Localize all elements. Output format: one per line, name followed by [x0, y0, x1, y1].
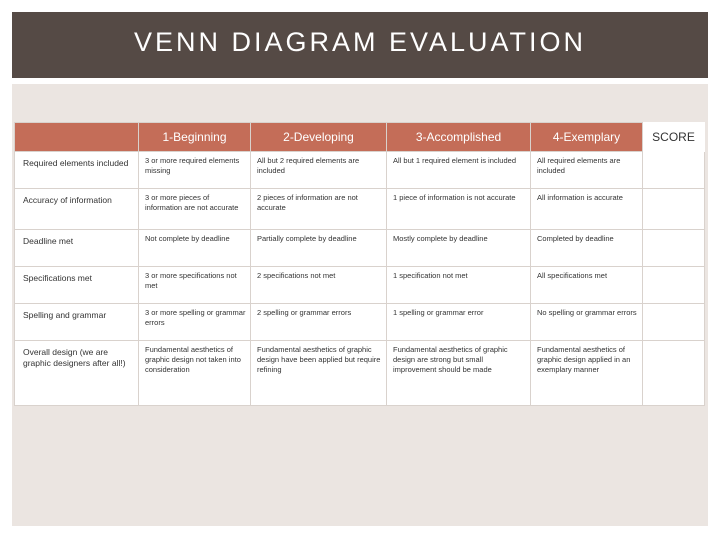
header-beginning: 1-Beginning [139, 123, 251, 152]
table-row [15, 341, 705, 406]
header-exemplary: 4-Exemplary [531, 123, 643, 152]
table-row [15, 152, 705, 189]
level-cell: Fundamental aesthetics of graphic design have been applied but require refining [251, 341, 387, 406]
score-cell[interactable] [643, 267, 705, 304]
score-cell[interactable] [643, 304, 705, 341]
criterion-cell: Deadline met [15, 230, 139, 267]
level-cell: All required elements are included [531, 152, 643, 189]
level-cell: 1 piece of information is not accurate [387, 189, 531, 230]
table-row [15, 267, 705, 304]
level-cell: No spelling or grammar errors [531, 304, 643, 341]
score-cell[interactable] [643, 341, 705, 406]
level-cell: All but 1 required element is included [387, 152, 531, 189]
level-cell: Fundamental aesthetics of graphic design are strong but small improvement should be made [387, 341, 531, 406]
criterion-cell: Specifications met [15, 267, 139, 304]
level-cell: 3 or more required elements missing [139, 152, 251, 189]
level-cell: Partially complete by deadline [251, 230, 387, 267]
criterion-cell: Accuracy of information [15, 189, 139, 230]
level-cell: Not complete by deadline [139, 230, 251, 267]
level-cell: All information is accurate [531, 189, 643, 230]
title-bar [12, 12, 708, 78]
criterion-cell: Spelling and grammar [15, 304, 139, 341]
level-cell: Mostly complete by deadline [387, 230, 531, 267]
header-criteria [15, 123, 139, 152]
header-score: SCORE [643, 123, 705, 152]
level-cell: 3 or more specifications not met [139, 267, 251, 304]
criterion-cell: Required elements included [15, 152, 139, 189]
table-row [15, 230, 705, 267]
table-row [15, 304, 705, 341]
level-cell: 2 spelling or grammar errors [251, 304, 387, 341]
table-row [15, 189, 705, 230]
level-cell: 1 specification not met [387, 267, 531, 304]
score-cell[interactable] [643, 152, 705, 189]
level-cell: 3 or more spelling or grammar errors [139, 304, 251, 341]
header-row [15, 123, 705, 152]
rubric-table [14, 122, 705, 406]
level-cell: All but 2 required elements are included [251, 152, 387, 189]
criterion-cell: Overall design (we are graphic designers after all!) [15, 341, 139, 406]
header-accomplished: 3-Accomplished [387, 123, 531, 152]
header-developing: 2-Developing [251, 123, 387, 152]
level-cell: All specifications met [531, 267, 643, 304]
level-cell: Fundamental aesthetics of graphic design not taken into consideration [139, 341, 251, 406]
level-cell: 2 pieces of information are not accurate [251, 189, 387, 230]
level-cell: 2 specifications not met [251, 267, 387, 304]
level-cell: 3 or more pieces of information are not accurate [139, 189, 251, 230]
level-cell: 1 spelling or grammar error [387, 304, 531, 341]
level-cell: Fundamental aesthetics of graphic design applied in an exemplary manner [531, 341, 643, 406]
page-title: VENN DIAGRAM EVALUATION [133, 27, 587, 57]
score-cell[interactable] [643, 189, 705, 230]
score-cell[interactable] [643, 230, 705, 267]
level-cell: Completed by deadline [531, 230, 643, 267]
